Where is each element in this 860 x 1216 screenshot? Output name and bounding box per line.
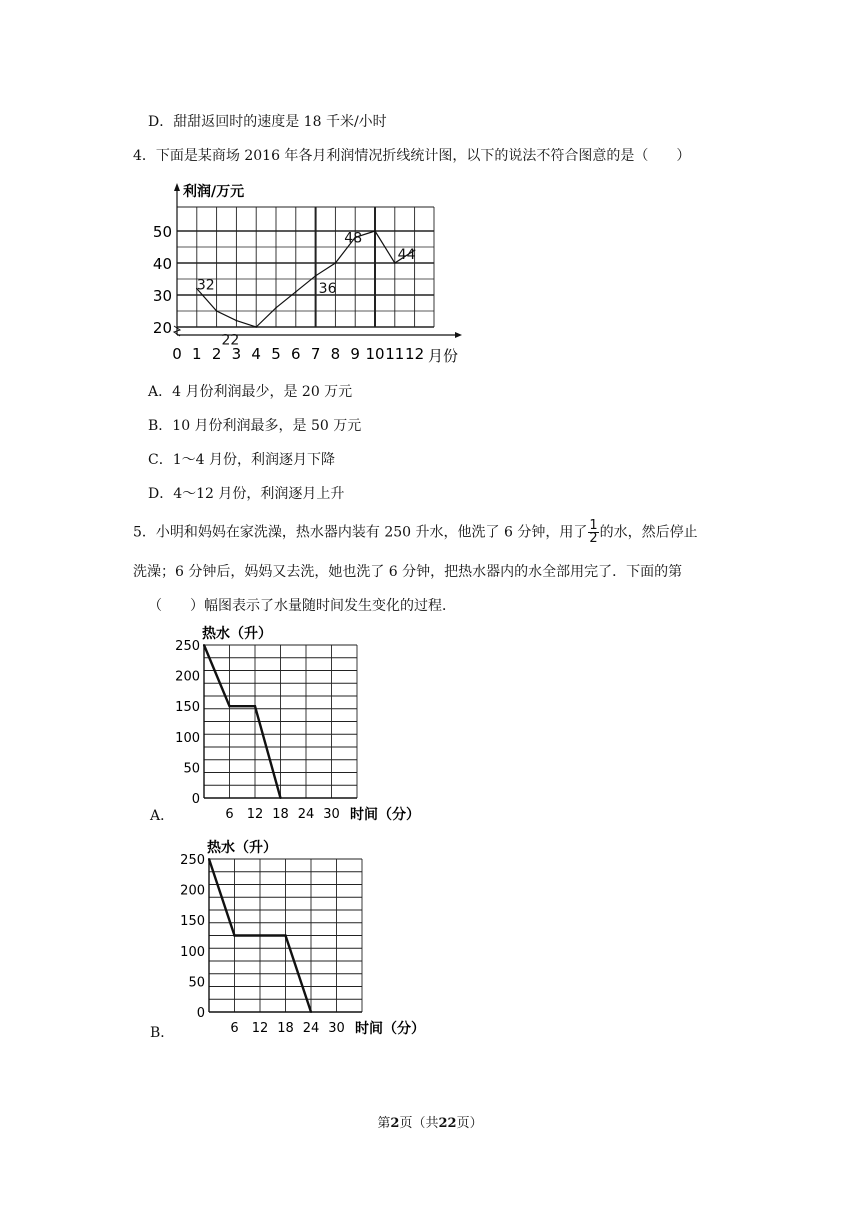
y-tick-label: 0 (191, 792, 200, 807)
q4-option-c: C．1～4 月份，利润逐月下降 (148, 452, 335, 468)
q3-option-d: D．甜甜返回时的速度是 18 千米/小时 (148, 114, 387, 130)
y-tick-label: 100 (175, 730, 200, 746)
q5-option-a-label: A． (150, 808, 175, 824)
data-label: 48 (344, 230, 363, 247)
data-label: 32 (196, 277, 215, 294)
x-tick-label: 9 (350, 345, 360, 363)
footer-post: 页） (456, 1116, 483, 1131)
data-point (254, 705, 256, 707)
q4-option-b: B．10 月份利润最多，是 50 万元 (148, 418, 362, 434)
x-tick-label: 30 (328, 1021, 345, 1036)
x-tick-label: 4 (251, 345, 261, 363)
data-point (315, 275, 317, 277)
y-axis-label: 热水（升） (202, 626, 272, 642)
x-tick-label: 24 (297, 807, 315, 822)
x-tick-label: 7 (310, 345, 321, 363)
y-tick-label: 0 (196, 1006, 205, 1021)
q5-stem-line3: （ ）幅图表示了水量随时间发生变化的过程． (148, 598, 456, 614)
one-half-fraction (588, 520, 598, 545)
data-point (310, 1011, 312, 1013)
x-tick-label: 6 (225, 807, 234, 822)
data-point (255, 326, 257, 328)
profit-chart-group (153, 183, 462, 365)
x-tick-label: 1 (192, 345, 202, 363)
y-tick-label: 150 (175, 700, 200, 716)
x-tick-label: 2 (211, 345, 222, 363)
y-tick-label: 250 (180, 853, 205, 868)
x-tick-label: 6 (230, 1021, 239, 1036)
footer-mid: 页（共 (399, 1116, 439, 1131)
data-point (203, 644, 205, 646)
x-tick-label: 6 (291, 345, 301, 363)
x-axis-label: 时间（分） (355, 1021, 425, 1037)
footer-pre: 第 (377, 1116, 391, 1131)
q4-stem: 4．下面是某商场 2016 年各月利润情况折线统计图，以下的说法不符合图意的是（ ） (133, 148, 691, 164)
x-tick-label: 18 (272, 807, 289, 822)
data-label: 22 (221, 332, 240, 349)
x-tick-label: 10 (365, 345, 385, 363)
y-tick-label: 100 (180, 944, 205, 960)
q5-stem-line1-pre: 5．小明和妈妈在家洗澡，热水器内装有 250 升水，他洗了 6 分钟，用了 (133, 524, 588, 541)
y-tick-label: 20 (152, 319, 172, 337)
y-axis-label: 热水（升） (207, 840, 277, 856)
y-axis-label: 利润/万元 (183, 184, 245, 200)
q4-option-a: A．4 月份利润最少，是 20 万元 (148, 384, 353, 400)
q5-stem-line1-post: 的水，然后停止 (599, 524, 698, 541)
x-tick-label: 3 (231, 345, 242, 363)
y-axis-arrow (174, 183, 180, 191)
data-point (216, 310, 218, 312)
footer-total-pages: 22 (438, 1116, 457, 1131)
x-tick-label: 30 (323, 807, 340, 822)
x-tick-label: 12 (251, 1021, 269, 1036)
data-point (234, 935, 236, 937)
x-axis-label: 月份 (428, 347, 459, 365)
data-point (394, 262, 396, 264)
data-point (335, 262, 337, 264)
x-tick-label: 18 (277, 1021, 294, 1036)
x-tick-label: 5 (271, 345, 281, 363)
q5-stem-line2: 洗澡；6 分钟后，妈妈又去洗，她也洗了 6 分钟，把热水器内的水全部用完了．下面的第 (133, 564, 683, 580)
y-tick-label: 200 (175, 669, 200, 685)
data-point (285, 935, 287, 937)
fraction-numerator: 1 (589, 518, 598, 533)
y-tick-label: 50 (152, 223, 172, 241)
x-tick-label: 12 (246, 807, 264, 822)
data-point (295, 291, 297, 293)
y-tick-label: 200 (180, 883, 205, 899)
x-tick-label: 0 (172, 345, 182, 363)
x-tick-label: 11 (385, 345, 405, 363)
page-footer (0, 1112, 860, 1131)
x-tick-label: 8 (330, 345, 341, 363)
data-point (374, 230, 376, 232)
water-chart-a (175, 625, 420, 823)
data-point (275, 307, 277, 309)
y-tick-label: 50 (183, 761, 200, 777)
y-tick-label: 150 (180, 914, 205, 930)
data-point (280, 797, 282, 799)
data-point (208, 858, 210, 860)
data-point (229, 705, 231, 707)
x-axis-label: 时间（分） (350, 807, 420, 823)
q5-option-b-label: B． (150, 1025, 175, 1041)
y-tick-label: 50 (188, 975, 205, 991)
q5-stem-line1 (133, 520, 698, 545)
y-tick-label: 30 (152, 287, 172, 305)
water-chart-b (180, 839, 425, 1037)
data-label: 44 (397, 247, 416, 264)
data-point (236, 320, 238, 322)
x-tick-label: 12 (405, 345, 425, 363)
footer-page-number: 2 (390, 1116, 400, 1131)
data-label: 36 (318, 280, 337, 297)
x-axis-arrow (455, 332, 462, 338)
y-tick-label: 250 (175, 639, 200, 654)
q4-option-d: D．4～12 月份，利润逐月上升 (148, 486, 345, 502)
y-tick-label: 40 (152, 255, 172, 273)
fraction-denominator: 2 (589, 531, 598, 546)
x-tick-label: 24 (302, 1021, 320, 1036)
